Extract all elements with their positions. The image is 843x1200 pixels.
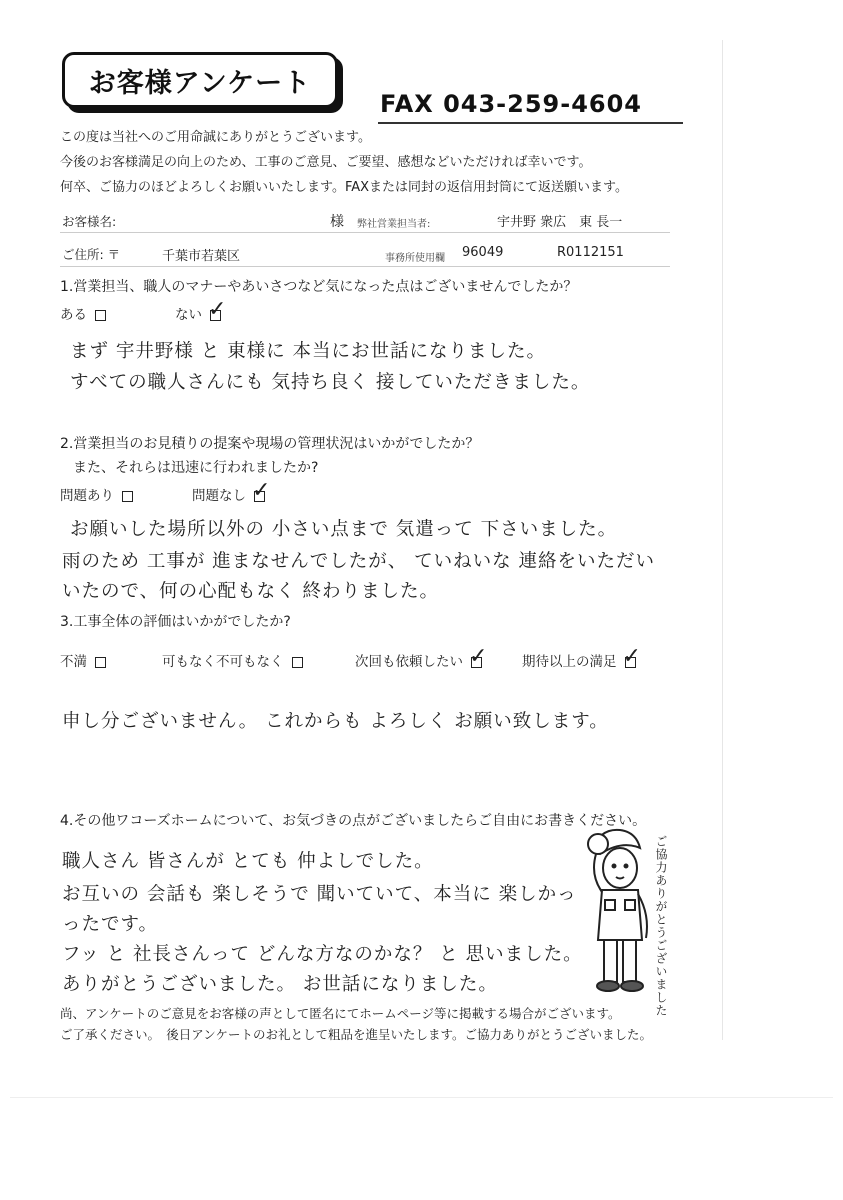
- q3-question: 3.工事全体の評価はいかがでしたか?: [60, 614, 291, 630]
- q2-option-yes-label: 問題あり: [60, 488, 114, 504]
- q2-checkbox-no[interactable]: [252, 477, 271, 503]
- address-value: 千葉市若葉区: [162, 249, 241, 264]
- q1-answer-line-1: まず 宇井野様 と 東様に 本当にお世話になりました。: [70, 341, 547, 362]
- q3-option-4-label: 期待以上の満足: [522, 654, 617, 670]
- address-rule: [60, 266, 670, 267]
- q3-option-2-label: 可もなく不可もなく: [162, 654, 284, 670]
- footer-line-1: 尚、アンケートのご意見をお客様の声として匿名にてホームページ等に掲載する場合がございます。: [60, 1006, 621, 1021]
- q4-answer-line-5: ありがとうございました。 お世話になりました。: [62, 974, 498, 995]
- address-label: ご住所: 〒: [62, 247, 121, 262]
- worker-mascot-illustration: [570, 820, 665, 995]
- q2-check-mark: ✓: [252, 477, 271, 503]
- staff-label: 弊社営業担当者:: [357, 219, 431, 230]
- q1-option-no-label: ない: [175, 307, 202, 323]
- q3-option-2[interactable]: [162, 650, 303, 670]
- page-edge-line: [722, 40, 723, 1040]
- intro-line-2: 今後のお客様満足の向上のため、工事のご意見、ご要望、感想などいただければ幸いです。: [60, 155, 592, 170]
- intro-line-1: この度は当社へのご用命誠にありがとうございます。: [60, 130, 371, 145]
- office-code-2: R0112151: [557, 245, 624, 260]
- q2-option-no[interactable]: [192, 477, 271, 504]
- q1-check-mark: ✓: [208, 296, 227, 322]
- scan-bottom-rule: [10, 1097, 833, 1098]
- q3-option-4[interactable]: [522, 643, 641, 670]
- q3-check-mark-4: ✓: [622, 643, 641, 669]
- q4-answer-line-3: ったです。: [62, 914, 159, 935]
- q2-checkbox-yes[interactable]: [122, 491, 133, 502]
- q3-checkbox-3[interactable]: [469, 643, 488, 669]
- q2-question-1: 2.営業担当のお見積りの提案や現場の管理状況はいかがでしたか？: [60, 436, 480, 452]
- q1-checkbox-no[interactable]: [208, 296, 227, 322]
- q1-option-yes[interactable]: [60, 303, 106, 323]
- q3-checkbox-1[interactable]: [95, 657, 106, 668]
- q3-check-mark-3: ✓: [469, 643, 488, 669]
- q4-answer-line-2: お互いの 会話も 楽しそうで 聞いていて、本当に 楽しかっ: [62, 884, 577, 905]
- thanks-vertical-text: ご協力ありがとうございました: [654, 835, 668, 1017]
- q1-option-yes-label: ある: [60, 307, 87, 323]
- q3-option-1[interactable]: [60, 650, 106, 670]
- fax-underline: [378, 122, 683, 124]
- q2-option-no-label: 問題なし: [192, 488, 246, 504]
- customer-name-label: お客様名:: [62, 214, 117, 229]
- customer-name-rule: [60, 232, 670, 233]
- office-use-label: 事務所使用欄: [385, 253, 445, 264]
- q3-checkbox-2[interactable]: [292, 657, 303, 668]
- q4-question: 4.その他ワコーズホームについて、お気づきの点がございましたらご自由にお書きください。: [60, 813, 647, 829]
- fax-number: FAX 043-259-4604: [380, 90, 642, 118]
- q3-answer-line-1: 申し分ございません。 これからも よろしく お願い致します。: [62, 711, 609, 732]
- q1-checkbox-yes[interactable]: [95, 310, 106, 321]
- q2-answer-line-1: お願いした場所以外の 小さい点まで 気遣って 下さいました。: [70, 519, 618, 540]
- q3-option-3-label: 次回も依頼したい: [355, 654, 463, 670]
- q1-question: 1.営業担当、職人のマナーやあいさつなど気になった点はございませんでしたか？: [60, 279, 578, 295]
- q3-checkbox-4[interactable]: [622, 643, 641, 669]
- customer-sama: 様: [330, 214, 344, 230]
- q3-option-1-label: 不満: [60, 654, 87, 670]
- q4-answer-line-4: フッ と 社長さんって どんな方なのかな？ と 思いました。: [62, 944, 583, 965]
- q2-option-yes[interactable]: [60, 484, 133, 504]
- q2-answer-line-2: 雨のため 工事が 進まなせんでしたが、 ていねいな 連絡をいただい: [62, 551, 656, 572]
- q4-answer-line-1: 職人さん 皆さんが とても 仲よしでした。: [62, 851, 434, 872]
- q2-question-2: また、それらは迅速に行われましたか?: [73, 460, 319, 476]
- footer-line-2: ご了承ください。 後日アンケートのお礼として粗品を進呈いたします。ご協力ありがとうございました。: [60, 1027, 653, 1042]
- survey-title: お客様アンケート: [88, 67, 312, 99]
- intro-line-3: 何卒、ご協力のほどよろしくお願いいたします。FAXまたは同封の返信用封筒にて返送願います。: [60, 180, 629, 195]
- q2-answer-line-3: いたので、何の心配もなく 終わりました。: [62, 581, 440, 602]
- office-code-1: 96049: [462, 245, 504, 260]
- staff-value: 宇井野 衆広 東 長一: [497, 215, 623, 230]
- q1-option-no[interactable]: [175, 296, 227, 323]
- survey-title-box: [62, 52, 338, 108]
- q1-answer-line-2: すべての職人さんにも 気持ち良く 接していただきました。: [70, 372, 591, 393]
- q3-option-3[interactable]: [355, 643, 488, 670]
